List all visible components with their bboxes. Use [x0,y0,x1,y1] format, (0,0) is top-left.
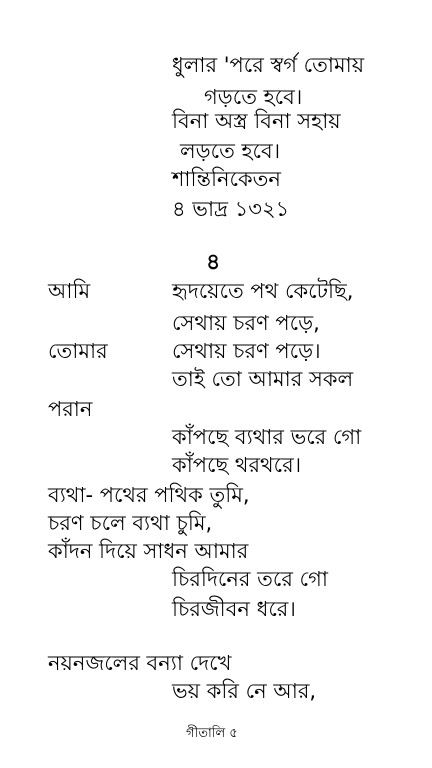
poem-line: আমি [48,279,91,303]
poem-end-line: গড়তে হবে। [204,85,303,109]
poem-line: কাঁদন দিয়ে সাধন আমার [48,539,249,563]
poem-place: শান্তিনিকেতন [172,167,281,191]
poem-end-line: বিনা অস্ত্র বিনা সহায় [172,109,341,133]
poem-line: চরণ চলে ব্যথা চুমি, [48,511,213,535]
poem-end-line: লড়তে হবে। [180,139,281,163]
poem-line: তোমার [48,339,108,363]
poem-line: সেথায় চরণ পড়ে, [172,311,320,335]
poem-end-line: ধুলার 'পরে স্বর্গ তোমায় [172,53,365,77]
poem-date: ৪ ভাদ্র ১৩২১ [172,197,290,221]
poem-line: চিরদিনের তরে গো [172,567,328,591]
poem-line: ভয় করি নে আর, [172,679,317,703]
poem-number: ৪ [206,250,221,275]
poem-line: নয়নজলের বন্যা দেখে [48,651,232,675]
page-footer: গীতালি ৫ [186,726,238,741]
poem-line: হৃদয়েতে পথ কেটেছি, [172,279,354,303]
poem-line: পরান [48,397,93,421]
poem-line: সেথায় চরণ পড়ে। [172,339,321,363]
poem-line: কাঁপছে থরথরে। [172,453,302,477]
poem-line: চিরজীবন ধরে। [172,597,296,621]
poem-line: তাই তো আমার সকল [172,367,354,391]
poem-line: ব্যথা- পথের পথিক তুমি, [48,483,250,507]
poem-line: কাঁপছে ব্যথার ভরে গো [172,425,362,449]
